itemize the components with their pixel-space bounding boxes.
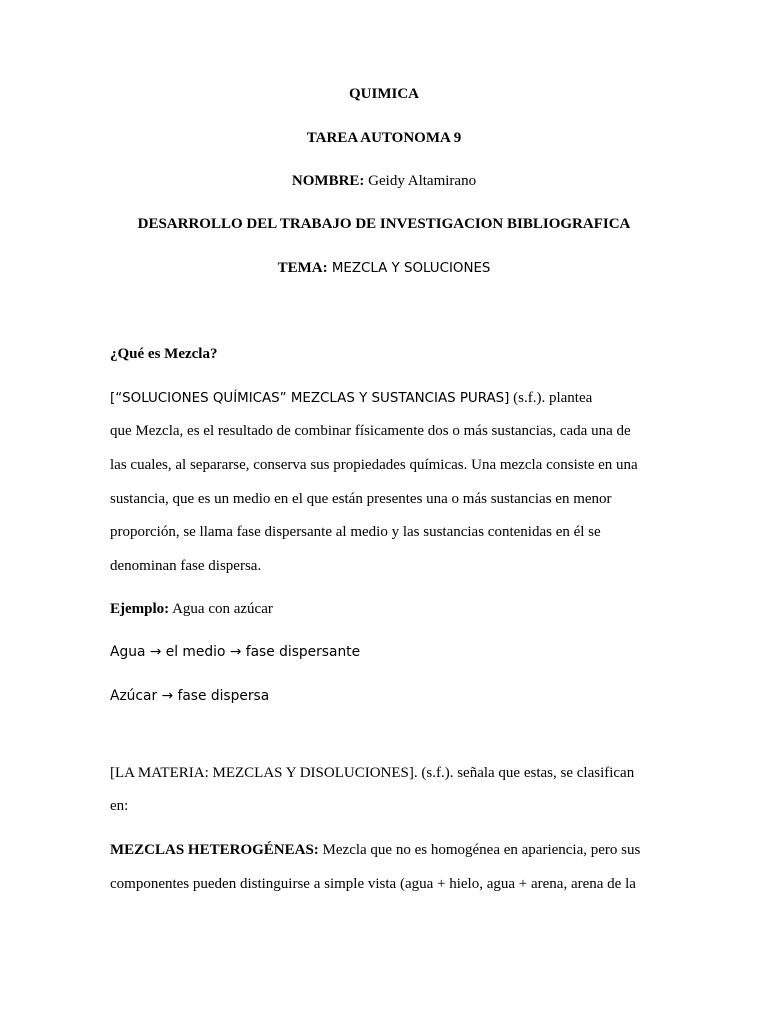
name-value: Geidy Altamirano [364,173,477,189]
name-label: NOMBRE: [291,173,365,189]
subject-title: QUIMICA [349,86,419,102]
example-line [110,599,660,619]
paragraph-line: en: [110,798,129,814]
heterogeneous-line [110,840,660,860]
heterogeneous-label: MEZCLAS HETEROGÉNEAS: [110,842,319,858]
assignment-title: TAREA AUTONOMA 9 [306,130,462,146]
paragraph-line: [LA MATERIA: MEZCLAS Y DISOLUCIONES]. (s.f.). señala que estas, se clasifican [110,765,635,781]
section-heading-mezcla: ¿Qué es Mezcla? [110,346,218,362]
paragraph-line: proporción, se llama fase dispersante al medio y las sustancias contenidas en él se [110,524,601,540]
paragraph-line: denominan fase dispersa. [110,558,262,574]
paragraph-line: las cuales, al separarse, conserva sus propiedades químicas. Una mezcla consiste en una [110,457,638,473]
student-name-line [0,171,768,191]
citation-reference: [“SOLUCIONES QUÍMICAS” MEZCLAS Y SUSTANCIAS PURAS] [110,391,510,406]
development-title: DESARROLLO DEL TRABAJO DE INVESTIGACION BIBLIOGRAFICA [137,216,631,232]
paragraph-line: sustancia, que es un medio en el que están presentes una o más sustancias en menor [110,491,612,507]
example-dispersed-line: Azúcar → fase dispersa [110,688,270,704]
topic-label: TEMA: [277,260,328,276]
paragraph-line: que Mezcla, es el resultado de combinar físicamente dos o más sustancias, cada una de [110,423,631,439]
paragraph-line [110,388,660,409]
topic-value: MEZCLA Y SOLUCIONES [327,261,491,276]
example-medium-line: Agua → el medio → fase dispersante [110,644,361,660]
example-value: Agua con azúcar [169,601,273,617]
paragraph-line: componentes pueden distinguirse a simple vista (agua + hielo, agua + arena, arena de la [110,876,636,892]
topic-line [0,258,768,279]
citation-rest: (s.f.). plantea [509,390,593,406]
example-label: Ejemplo: [110,601,170,617]
heterogeneous-text: Mezcla que no es homogénea en apariencia, pero sus [318,842,641,858]
